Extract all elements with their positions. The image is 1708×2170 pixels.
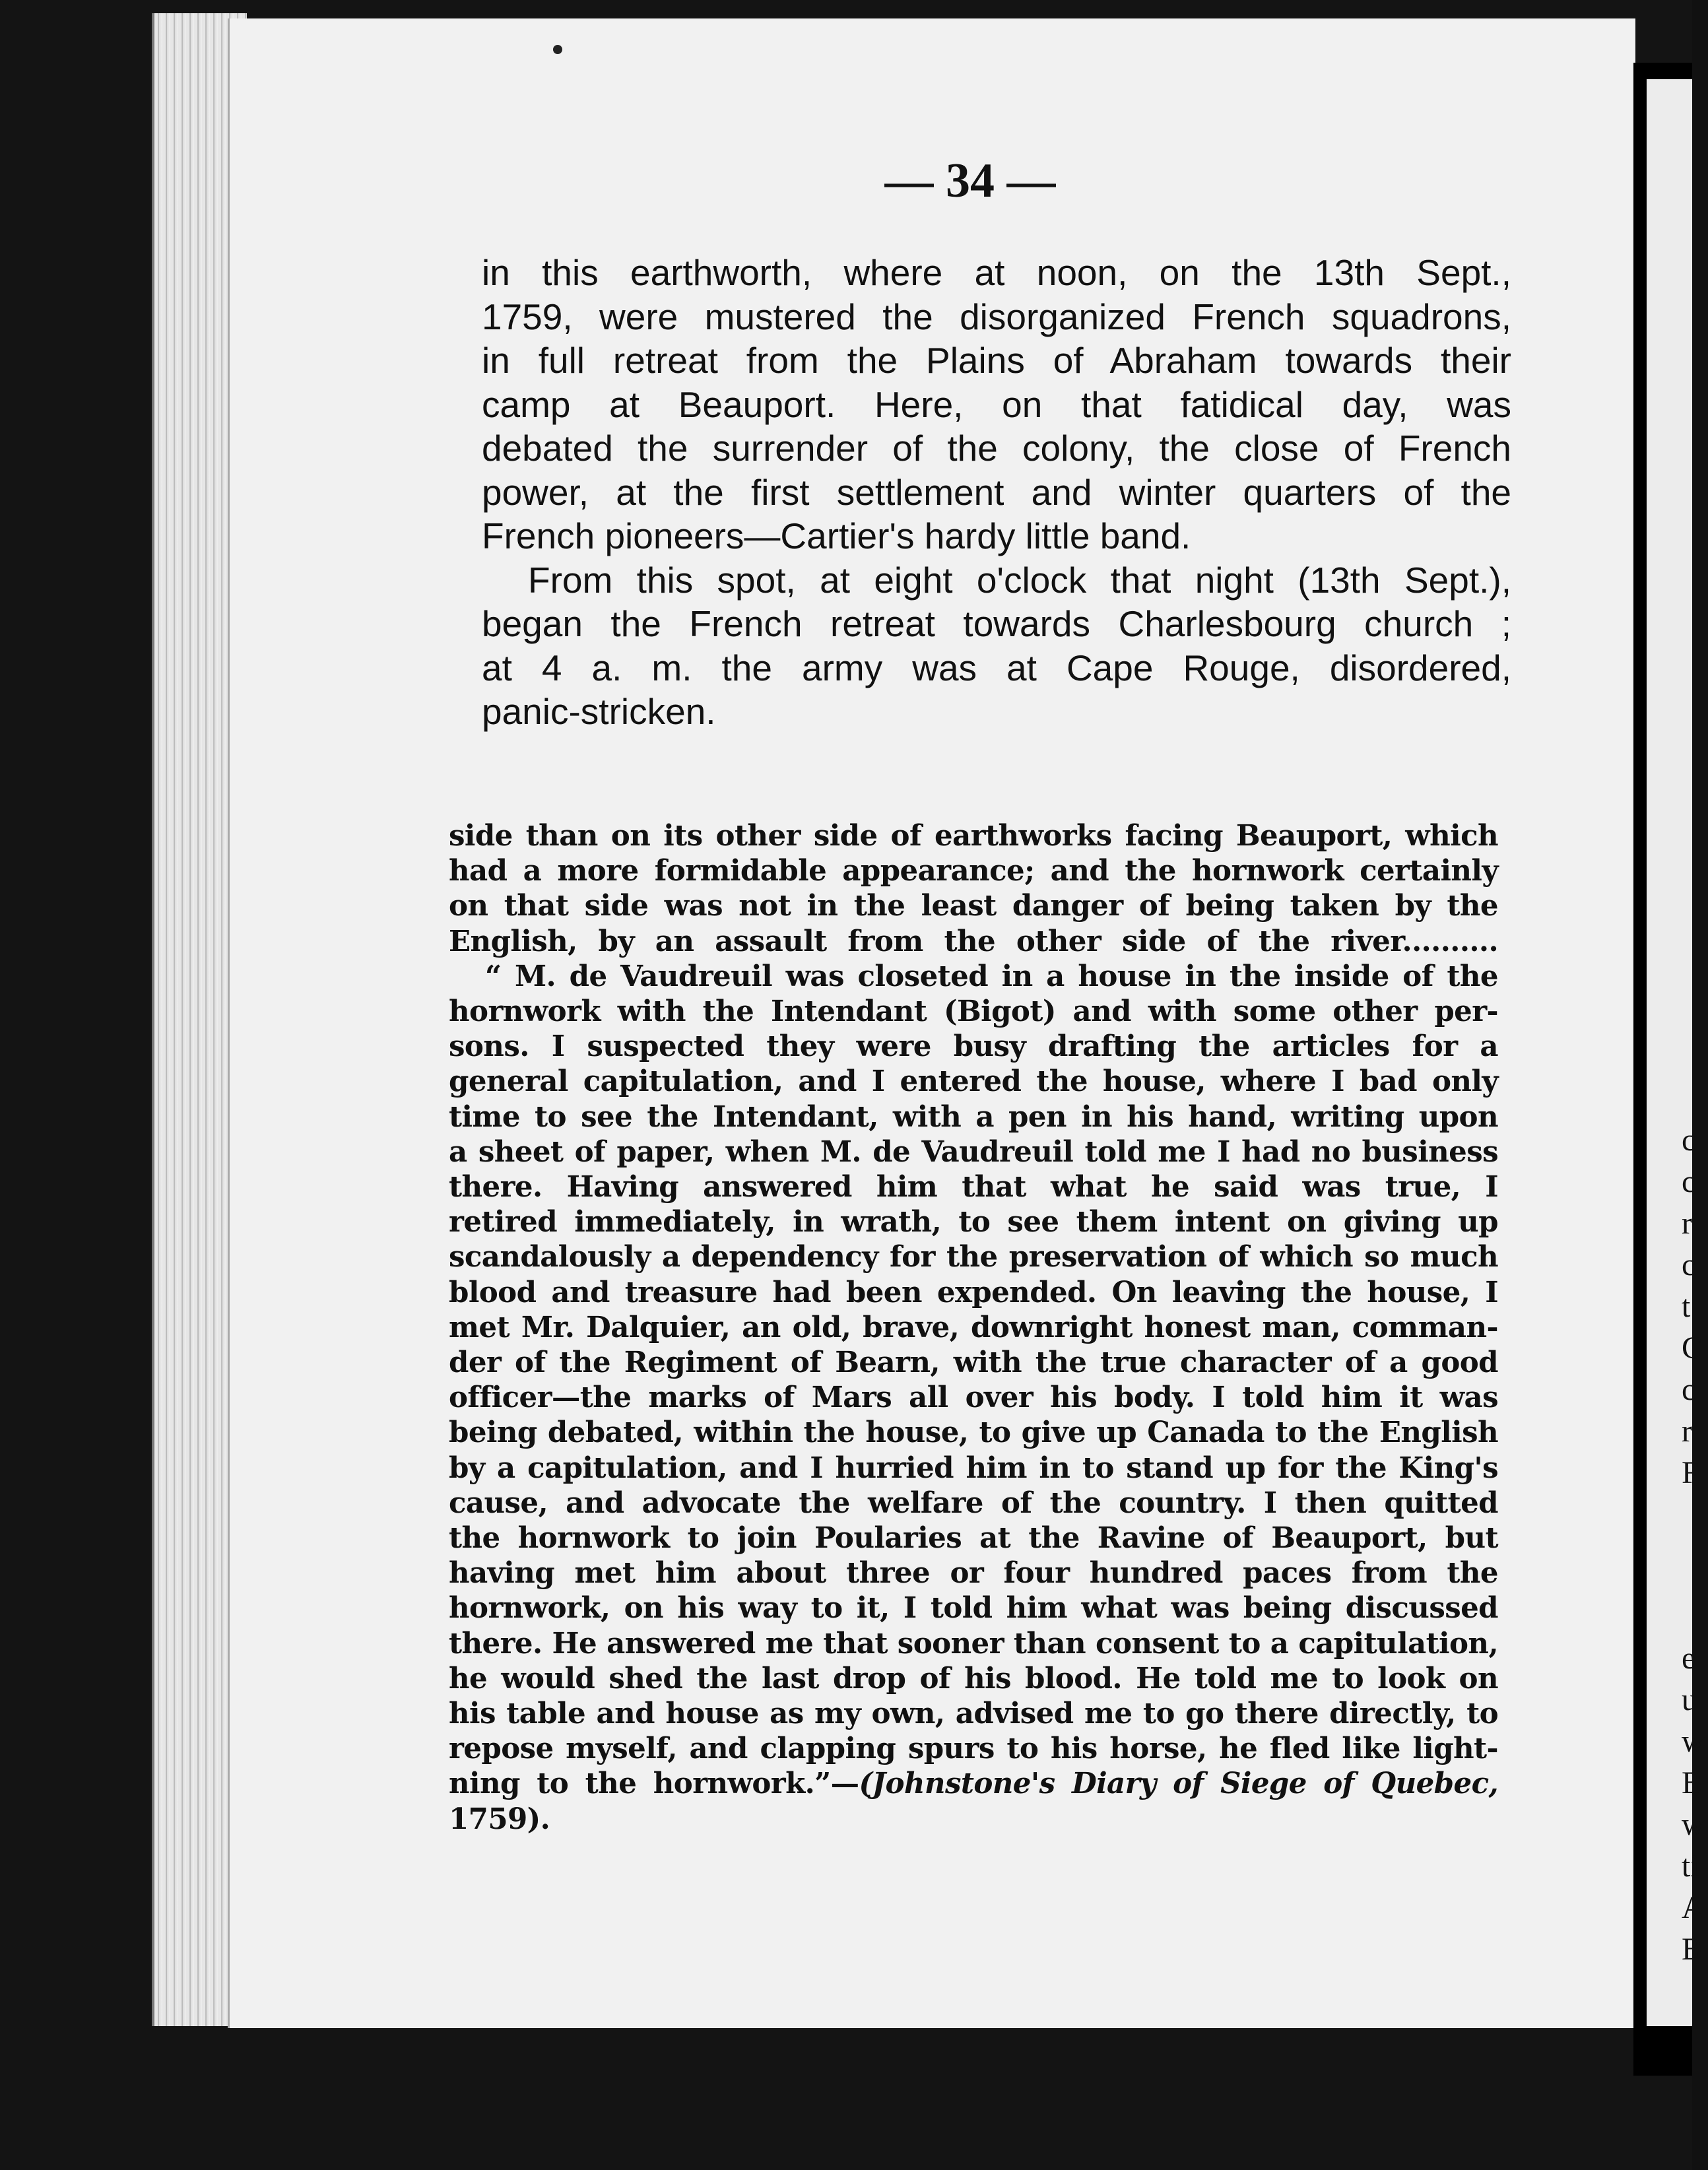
text-line: repose myself, and clapping spurs to his horse, he fled like light- xyxy=(449,1732,1498,1766)
main-paragraphs xyxy=(482,251,1511,734)
text-line: on that side was not in the least danger of being taken by the xyxy=(449,889,1498,923)
facing-page-fragment: c xyxy=(1682,1247,1696,1282)
facing-page-fragment: C xyxy=(1682,1331,1703,1365)
page-number: — 34 — xyxy=(884,154,1056,208)
text-line: debated the surrender of the colony, the close of French xyxy=(482,428,1511,469)
text-line: there. Having answered him that what he said was true, I xyxy=(449,1170,1498,1204)
text-line: French pioneers—Cartier's hardy little band. xyxy=(482,515,1191,556)
facing-page-fragment: r xyxy=(1682,1206,1692,1241)
text-line: by a capitulation, and I hurried him in to stand up for the King's xyxy=(449,1451,1498,1485)
text-line: From this spot, at eight o'clock that night (13th Sept.), xyxy=(528,559,1511,601)
text-line: the hornwork to join Poularies at the Ravine of Beauport, but xyxy=(449,1521,1498,1556)
text-line: panic-stricken. xyxy=(482,691,716,732)
text-line: in this earthworth, where at noon, on the 13th Sept., xyxy=(482,252,1511,293)
facing-page-fragment: t xyxy=(1682,1289,1691,1324)
text-line: side than on its other side of earthworks facing Beauport, which xyxy=(449,819,1498,853)
text-line: 1759). xyxy=(449,1802,550,1836)
text-line: having met him about three or four hundred paces from the xyxy=(449,1556,1498,1591)
facing-page-fragment: e xyxy=(1682,1641,1696,1676)
citation: (Johnstone's Diary of Siege of Quebec, xyxy=(859,1767,1498,1801)
text-line: sons. I suspected they were busy drafting the articles for a xyxy=(449,1030,1498,1064)
facing-page-fragment: c xyxy=(1682,1164,1696,1199)
text-line: camp at Beauport. Here, on that fatidical day, was xyxy=(482,383,1511,425)
text-line: English, by an assault from the other side of the river.......... xyxy=(449,924,1498,958)
facing-page-fragment: c xyxy=(1682,1372,1696,1407)
text-line: power, at the first settlement and winter quarters of the xyxy=(482,471,1511,513)
text-line: met Mr. Dalquier, an old, brave, downright honest man, comman- xyxy=(449,1310,1498,1344)
text-line: general capitulation, and I entered the house, where I bad only xyxy=(449,1065,1498,1099)
facing-page-fragment: u xyxy=(1682,1682,1697,1717)
facing-page-fragment: A xyxy=(1682,1890,1705,1925)
text-line: retired immediately, in wrath, to see them intent on giving up xyxy=(449,1205,1498,1239)
text-fragment: ning to the hornwork.”— xyxy=(449,1767,859,1801)
text-line: hornwork with the Intendant (Bigot) and with some other per- xyxy=(449,995,1498,1029)
text-line: 1759, were mustered the disorganized French squadrons, xyxy=(482,296,1511,337)
text-line: had a more formidable appearance; and the hornwork certainly xyxy=(449,854,1498,888)
facing-page-fragment: F xyxy=(1682,1455,1699,1490)
text-line: at 4 a. m. the army was at Cape Rouge, disordered, xyxy=(482,647,1511,688)
facing-page-fragment: B xyxy=(1682,1765,1703,1800)
text-line: there. He answered me that sooner than consent to a capitulation, xyxy=(449,1626,1498,1660)
facing-page-fragment: w xyxy=(1682,1724,1705,1759)
text-line: he would shed the last drop of his blood. He told me to look on xyxy=(449,1661,1498,1695)
text-line: began the French retreat towards Charlesbourg church ; xyxy=(482,603,1511,644)
footnote-quotation xyxy=(449,818,1498,1837)
text-line: a sheet of paper, when M. de Vaudreuil told me I had no business xyxy=(449,1134,1498,1169)
ink-speck xyxy=(553,45,562,54)
text-line: der of the Regiment of Bearn, with the true character of a good xyxy=(449,1346,1498,1380)
text-line-with-citation xyxy=(449,1766,1498,1801)
facing-page-fragment: c xyxy=(1682,1123,1696,1158)
text-line: “ M. de Vaudreuil was closeted in a house in the inside of the xyxy=(485,959,1498,993)
facing-page-fragment: w xyxy=(1682,1807,1705,1842)
text-line: in full retreat from the Plains of Abraham towards their xyxy=(482,340,1511,381)
facing-page-fragment: r xyxy=(1682,1414,1692,1449)
text-line: scandalously a dependency for the preservation of which so much xyxy=(449,1240,1498,1274)
text-line: time to see the Intendant, with a pen in his hand, writing upon xyxy=(449,1100,1498,1134)
text-line: hornwork, on his way to it, I told him what was being discussed xyxy=(449,1591,1498,1626)
text-line: cause, and advocate the welfare of the country. I then quitted xyxy=(449,1486,1498,1520)
text-line: blood and treasure had been expended. On leaving the house, I xyxy=(449,1275,1498,1309)
text-line: officer—the marks of Mars all over his body. I told him it was xyxy=(449,1381,1498,1415)
text-line: being debated, within the house, to give up Canada to the English xyxy=(449,1416,1498,1450)
facing-page-fragment: ti xyxy=(1682,1849,1699,1884)
facing-page-fragment: B xyxy=(1682,1932,1703,1967)
text-line: his table and house as my own, advised me to go there directly, to xyxy=(449,1697,1498,1731)
